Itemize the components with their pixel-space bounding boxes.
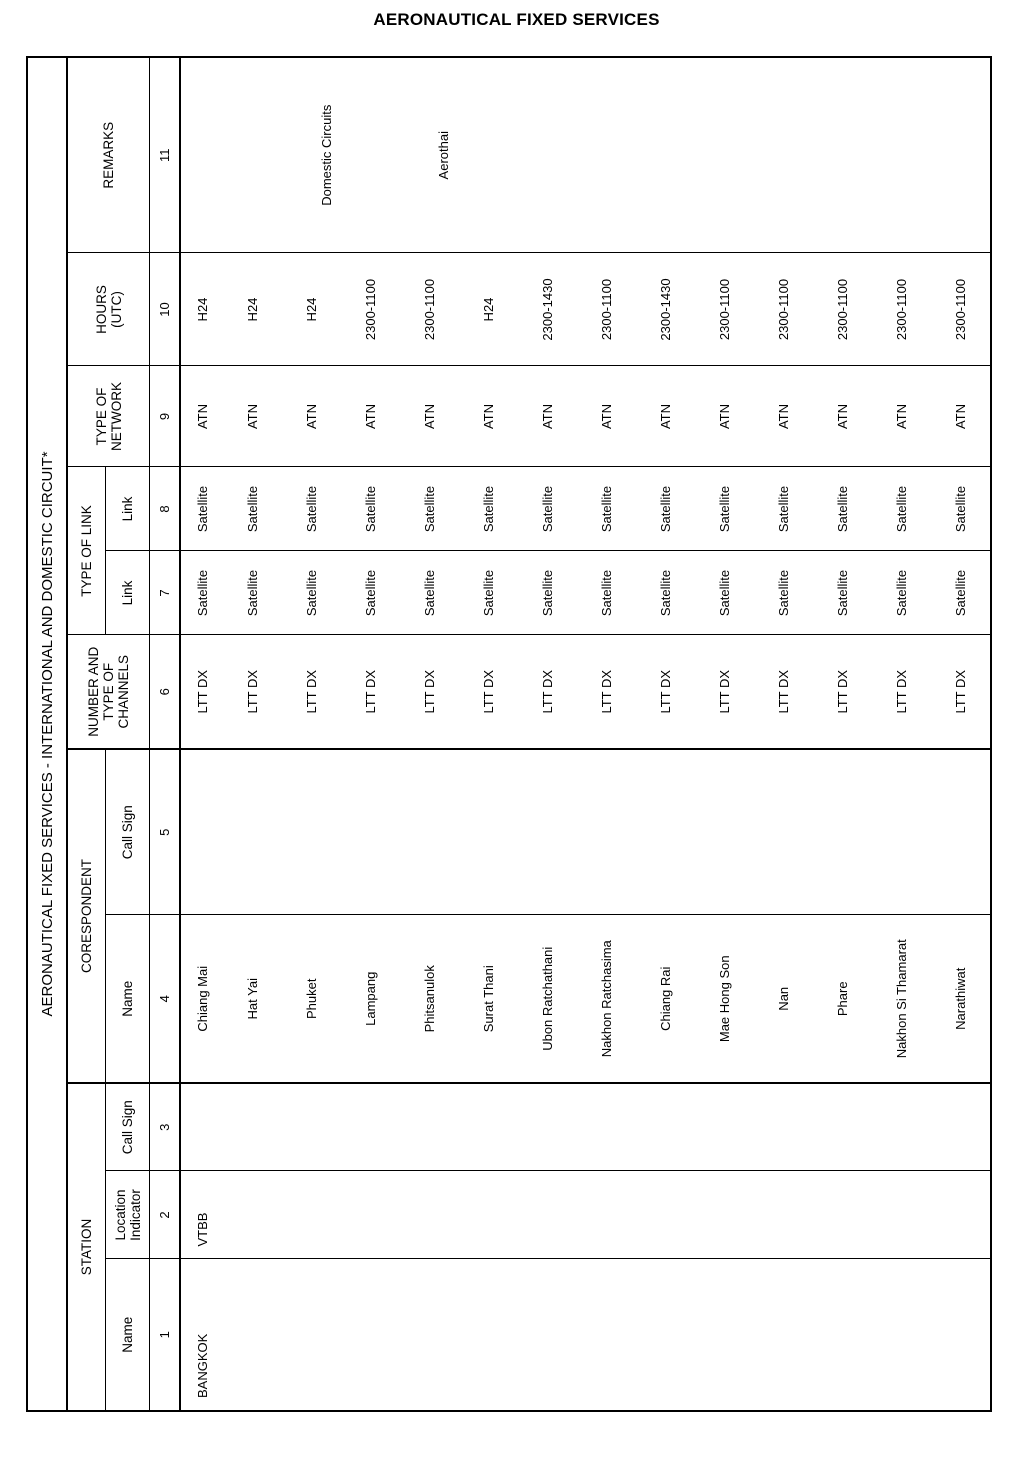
correspondent-name-cell: Narathiwat [931,915,991,1083]
hours-cell: H24 [223,253,282,366]
header-type-of-link: TYPE OF LINK [67,467,106,635]
network-cell: ATN [223,366,282,467]
link-1-cell: Satellite [282,551,341,635]
link-1-cell: Satellite [223,551,282,635]
channels-cell: LTT DX [341,635,400,749]
correspondent-name-cell: Hat Yai [223,915,282,1083]
link-1-cell: Satellite [695,551,754,635]
channels-cell: LTT DX [872,635,931,749]
column-number: 7 [150,551,181,635]
network-cell: ATN [695,366,754,467]
correspondent-name-cell: Ubon Ratchathani [518,915,577,1083]
network-cell: ATN [813,366,872,467]
network-cell: ATN [180,366,223,467]
header-network: TYPE OF NETWORK [67,366,150,467]
remark-aerothai: Aerothai [436,131,451,180]
link-1-cell: Satellite [636,551,695,635]
column-number: 2 [150,1171,181,1259]
network-cell: ATN [282,366,341,467]
column-number: 3 [150,1083,181,1171]
hours-cell: 2300-1100 [872,253,931,366]
network-cell: ATN [577,366,636,467]
network-cell: ATN [459,366,518,467]
network-cell: ATN [872,366,931,467]
hours-cell: H24 [459,253,518,366]
link-1-cell: Satellite [754,551,813,635]
correspondent-name-cell: Chiang Rai [636,915,695,1083]
subheader-link-2: Link [106,467,150,551]
column-number: 9 [150,366,181,467]
hours-cell: 2300-1100 [400,253,459,366]
subheader-corr-call-sign: Call Sign [106,749,150,915]
correspondent-name-cell: Lampang [341,915,400,1083]
subheader-name: Name [106,1259,150,1411]
correspondent-name-cell: Phitsanulok [400,915,459,1083]
link-2-cell: Satellite [636,467,695,551]
station-name-cell: BANGKOK [180,1259,991,1411]
column-number: 4 [150,915,181,1083]
link-2-cell: Satellite [459,467,518,551]
network-cell: ATN [931,366,991,467]
correspondent-name-cell: Phuket [282,915,341,1083]
channels-cell: LTT DX [400,635,459,749]
correspondent-name-cell: Nakhon Ratchasima [577,915,636,1083]
channels-cell: LTT DX [931,635,991,749]
table-row [180,57,223,1411]
column-number: 8 [150,467,181,551]
hours-cell: 2300-1100 [754,253,813,366]
channels-cell: LTT DX [180,635,223,749]
hours-cell: 2300-1100 [813,253,872,366]
link-1-cell: Satellite [518,551,577,635]
channels-cell: LTT DX [695,635,754,749]
link-1-cell: Satellite [180,551,223,635]
column-number: 5 [150,749,181,915]
link-2-cell: Satellite [577,467,636,551]
network-cell: ATN [754,366,813,467]
subheader-corr-name: Name [106,915,150,1083]
channels-cell: LTT DX [459,635,518,749]
link-2-cell: Satellite [223,467,282,551]
link-2-cell: Satellite [754,467,813,551]
link-2-cell: Satellite [341,467,400,551]
location-indicator-cell: VTBB [180,1171,991,1259]
channels-cell: LTT DX [754,635,813,749]
link-2-cell: Satellite [400,467,459,551]
remark-domestic-circuits: Domestic Circuits [319,104,334,206]
hours-cell: 2300-1430 [636,253,695,366]
hours-cell: 2300-1100 [341,253,400,366]
correspondent-name-cell: Mae Hong Son [695,915,754,1083]
station-call-sign-cell [180,1083,991,1171]
hours-cell: 2300-1100 [577,253,636,366]
subheader-link-1: Link [106,551,150,635]
link-2-cell: Satellite [695,467,754,551]
link-1-cell: Satellite [577,551,636,635]
link-1-cell: Satellite [400,551,459,635]
link-1-cell: Satellite [872,551,931,635]
column-number: 10 [150,253,181,366]
header-hours: HOURS (UTC) [67,253,150,366]
subheader-location-indicator: Location Indicator [106,1171,150,1259]
link-2-cell: Satellite [872,467,931,551]
link-1-cell: Satellite [931,551,991,635]
hours-cell: 2300-1430 [518,253,577,366]
link-1-cell: Satellite [341,551,400,635]
channels-cell: LTT DX [518,635,577,749]
subheader-call-sign: Call Sign [106,1083,150,1171]
channels-cell: LTT DX [813,635,872,749]
hours-cell: 2300-1100 [695,253,754,366]
channels-cell: LTT DX [223,635,282,749]
network-cell: ATN [636,366,695,467]
correspondent-call-sign-cell [180,749,991,915]
link-2-cell: Satellite [518,467,577,551]
header-remarks: REMARKS [67,57,150,253]
link-2-cell: Satellite [931,467,991,551]
link-2-cell: Satellite [180,467,223,551]
network-cell: ATN [400,366,459,467]
hours-cell: 2300-1100 [931,253,991,366]
column-number: 6 [150,635,181,749]
afs-table [26,56,992,1412]
hours-cell: H24 [180,253,223,366]
header-correspondent: CORESPONDENT [67,749,106,1083]
link-1-cell: Satellite [459,551,518,635]
channels-cell: LTT DX [577,635,636,749]
link-2-cell: Satellite [282,467,341,551]
correspondent-name-cell: Surat Thani [459,915,518,1083]
correspondent-name-cell: Nan [754,915,813,1083]
correspondent-name-cell: Chiang Mai [180,915,223,1083]
afs-table-rotated [26,58,1013,1412]
page-title: AERONAUTICAL FIXED SERVICES [373,10,660,29]
channels-cell: LTT DX [636,635,695,749]
network-cell: ATN [518,366,577,467]
link-2-cell: Satellite [813,467,872,551]
hours-cell: H24 [282,253,341,366]
channels-cell: LTT DX [282,635,341,749]
header-channels: NUMBER AND TYPE OF CHANNELS [67,635,150,749]
link-1-cell: Satellite [813,551,872,635]
table-caption: AERONAUTICAL FIXED SERVICES - INTERNATIONAL AND DOMESTIC CIRCUIT* [27,57,67,1411]
network-cell: ATN [341,366,400,467]
remarks-cell [180,57,991,253]
correspondent-name-cell: Phare [813,915,872,1083]
column-number: 11 [150,57,181,253]
correspondent-name-cell: Nakhon Si Thamarat [872,915,931,1083]
column-number: 1 [150,1259,181,1411]
header-station: STATION [67,1083,106,1411]
